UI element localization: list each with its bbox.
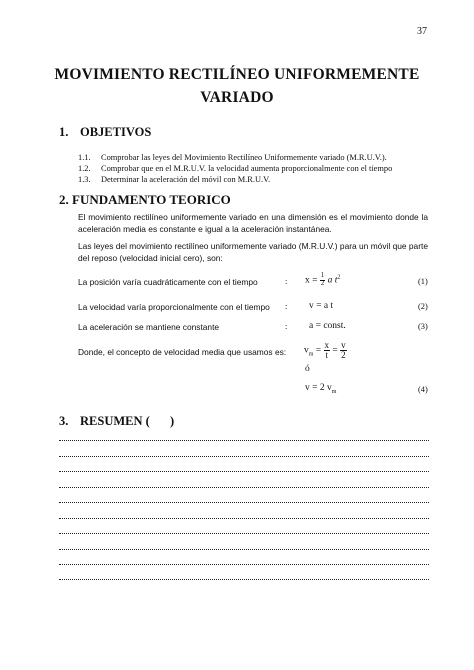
o-conjunction: ó bbox=[305, 364, 310, 374]
section-1-heading: OBJETIVOS bbox=[80, 125, 152, 139]
eq1-lhs: x = bbox=[305, 275, 318, 286]
section-2-heading: 2. FUNDAMENTO TEORICO bbox=[59, 192, 231, 207]
answer-line[interactable] bbox=[59, 579, 429, 580]
page-number: 37 bbox=[417, 26, 427, 37]
vm-equals-2: = bbox=[332, 345, 338, 356]
equation-2-number: (2) bbox=[418, 302, 428, 311]
equation-4: v = 2 $v_m$ bbox=[305, 383, 337, 395]
x-over-t-fraction: $\frac{x}{t}$ bbox=[324, 340, 330, 360]
answer-line[interactable] bbox=[59, 518, 429, 519]
answer-line[interactable] bbox=[59, 502, 429, 503]
section-1-number: 1. bbox=[59, 125, 69, 139]
answer-line[interactable] bbox=[59, 549, 429, 550]
section-3-close-paren: ) bbox=[170, 414, 175, 428]
law-3-colon: : bbox=[285, 322, 288, 331]
equation-4-number: (4) bbox=[418, 385, 428, 394]
v-over-2-fraction: $\frac{v}{2}$ bbox=[341, 340, 346, 360]
law-2-text: La velocidad varía proporcionalmente con el tiempo bbox=[78, 302, 270, 312]
equation-2: v = a t bbox=[309, 301, 334, 311]
fundamento-paragraph-1: El movimiento rectilíneo uniformemente variado en una dimensión es el movimiento donde la aceleración media es constante e igual a la aceleración instantánea. bbox=[78, 212, 428, 235]
velocidad-media-text: Donde, el concepto de velocidad media que usamos es: bbox=[78, 347, 287, 357]
section-3-heading: RESUMEN ( bbox=[80, 414, 150, 428]
answer-line[interactable] bbox=[59, 456, 429, 457]
answer-line[interactable] bbox=[59, 471, 429, 472]
law-1-colon: : bbox=[285, 277, 288, 286]
answer-line[interactable] bbox=[59, 533, 429, 534]
fundamento-paragraph-2: Las leyes del movimiento rectilíneo uniformemente variado (M.R.U.V.) para un móvil que parte del reposo (velocidad inicial cero), son: bbox=[78, 241, 428, 264]
law-3-text: La aceleración se mantiene constante bbox=[78, 322, 220, 332]
eq1-rhs: a t bbox=[327, 275, 338, 286]
vm-equals-1: = bbox=[315, 345, 322, 356]
page-title-line-1: MOVIMIENTO RECTILÍNEO UNIFORMEMENTE bbox=[54, 66, 420, 83]
equation-1 bbox=[305, 273, 340, 288]
objective-3-number: 1.3. bbox=[78, 175, 91, 184]
eq1-exponent: 2 bbox=[337, 274, 341, 281]
one-half-fraction: $\frac{1}{2}$ bbox=[320, 272, 325, 287]
answer-line[interactable] bbox=[59, 487, 429, 488]
answer-line[interactable] bbox=[59, 440, 429, 441]
objective-2-number: 1.2. bbox=[78, 164, 91, 173]
equation-3-number: (3) bbox=[418, 322, 428, 331]
objective-3-text: Determinar la aceleración del móvil con M.R.U.V. bbox=[101, 175, 271, 184]
objective-1-text: Comprobar las leyes del Movimiento Rectilíneo Uniformemente variado (M.R.U.V.). bbox=[101, 153, 387, 162]
velocidad-media-equation bbox=[304, 341, 347, 360]
equation-1-number: (1) bbox=[418, 277, 428, 286]
vm-subscript: m bbox=[308, 351, 314, 358]
objective-2-text: Comprobar que en el M.R.U.V. la velocidad aumenta proporcionalmente con el tiempo bbox=[101, 164, 393, 173]
law-1-text: La posición varía cuadráticamente con el tiempo bbox=[78, 277, 258, 287]
objective-1-number: 1.1. bbox=[78, 153, 91, 162]
law-2-colon: : bbox=[285, 302, 288, 311]
answer-line[interactable] bbox=[59, 564, 429, 565]
section-3-number: 3. bbox=[59, 414, 69, 428]
vm-symbol: v bbox=[304, 345, 309, 356]
page-title-line-2: VARIADO bbox=[200, 89, 274, 106]
equation-3: a = const. bbox=[309, 321, 346, 331]
